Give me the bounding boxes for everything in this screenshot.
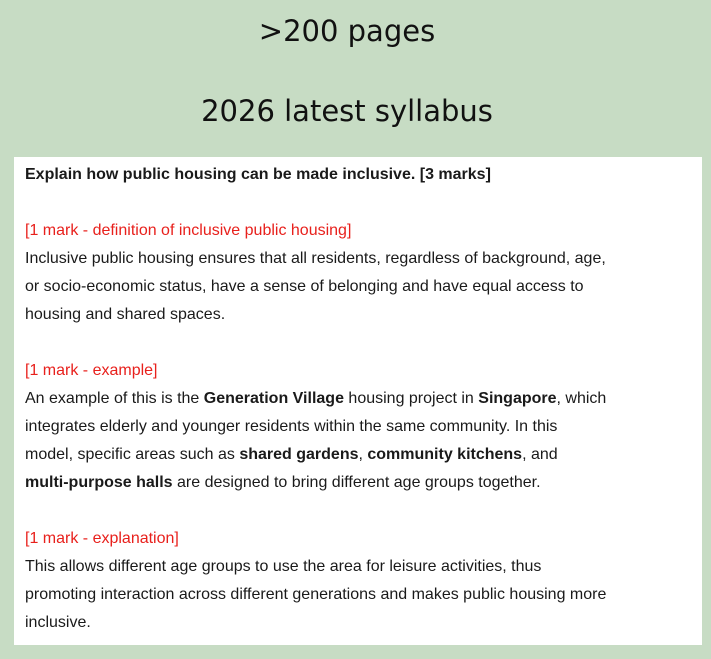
example-community-kitchens: community kitchens	[367, 446, 523, 463]
example-line-2: integrates elderly and younger residents within the same community. In this	[25, 418, 558, 435]
example-text: , and	[522, 446, 558, 463]
example-text: housing project in	[343, 390, 479, 407]
definition-line-3: housing and shared spaces.	[25, 306, 226, 323]
section-explanation	[25, 525, 702, 637]
explanation-line-3: inclusive.	[25, 614, 91, 631]
question-heading: Explain how public housing can be made inclusive. [3 marks]	[25, 166, 491, 183]
example-text: , which	[556, 390, 607, 407]
example-text: ,	[358, 446, 368, 463]
explanation-line-1: This allows different age groups to use the area for leisure activities, thus	[25, 558, 542, 575]
mark-label-definition: [1 mark - definition of inclusive public housing]	[25, 222, 352, 239]
banner-syllabus-text: 2026 latest syllabus	[201, 94, 493, 128]
section-definition	[25, 217, 702, 329]
example-line-4	[25, 469, 702, 497]
section-example	[25, 357, 702, 497]
example-line-1	[25, 385, 702, 413]
mark-label-example: [1 mark - example]	[25, 362, 158, 379]
banner-pages-text: >200 pages	[258, 14, 436, 48]
example-country: Singapore	[478, 390, 557, 407]
definition-line-1: Inclusive public housing ensures that all residents, regardless of background, age,	[25, 250, 606, 267]
example-text: model, specific areas such as	[25, 446, 240, 463]
example-shared-gardens: shared gardens	[239, 446, 359, 463]
example-text: An example of this is the	[25, 390, 204, 407]
mark-label-explanation: [1 mark - explanation]	[25, 530, 179, 547]
example-multi-purpose-halls: multi-purpose halls	[25, 474, 173, 491]
document-card	[14, 157, 702, 645]
example-project-name: Generation Village	[203, 390, 344, 407]
explanation-line-2: promoting interaction across different generations and makes public housing more	[25, 586, 607, 603]
example-line-3	[25, 441, 702, 469]
example-text: are designed to bring different age groups together.	[172, 474, 541, 491]
definition-line-2: or socio-economic status, have a sense of belonging and have equal access to	[25, 278, 584, 295]
